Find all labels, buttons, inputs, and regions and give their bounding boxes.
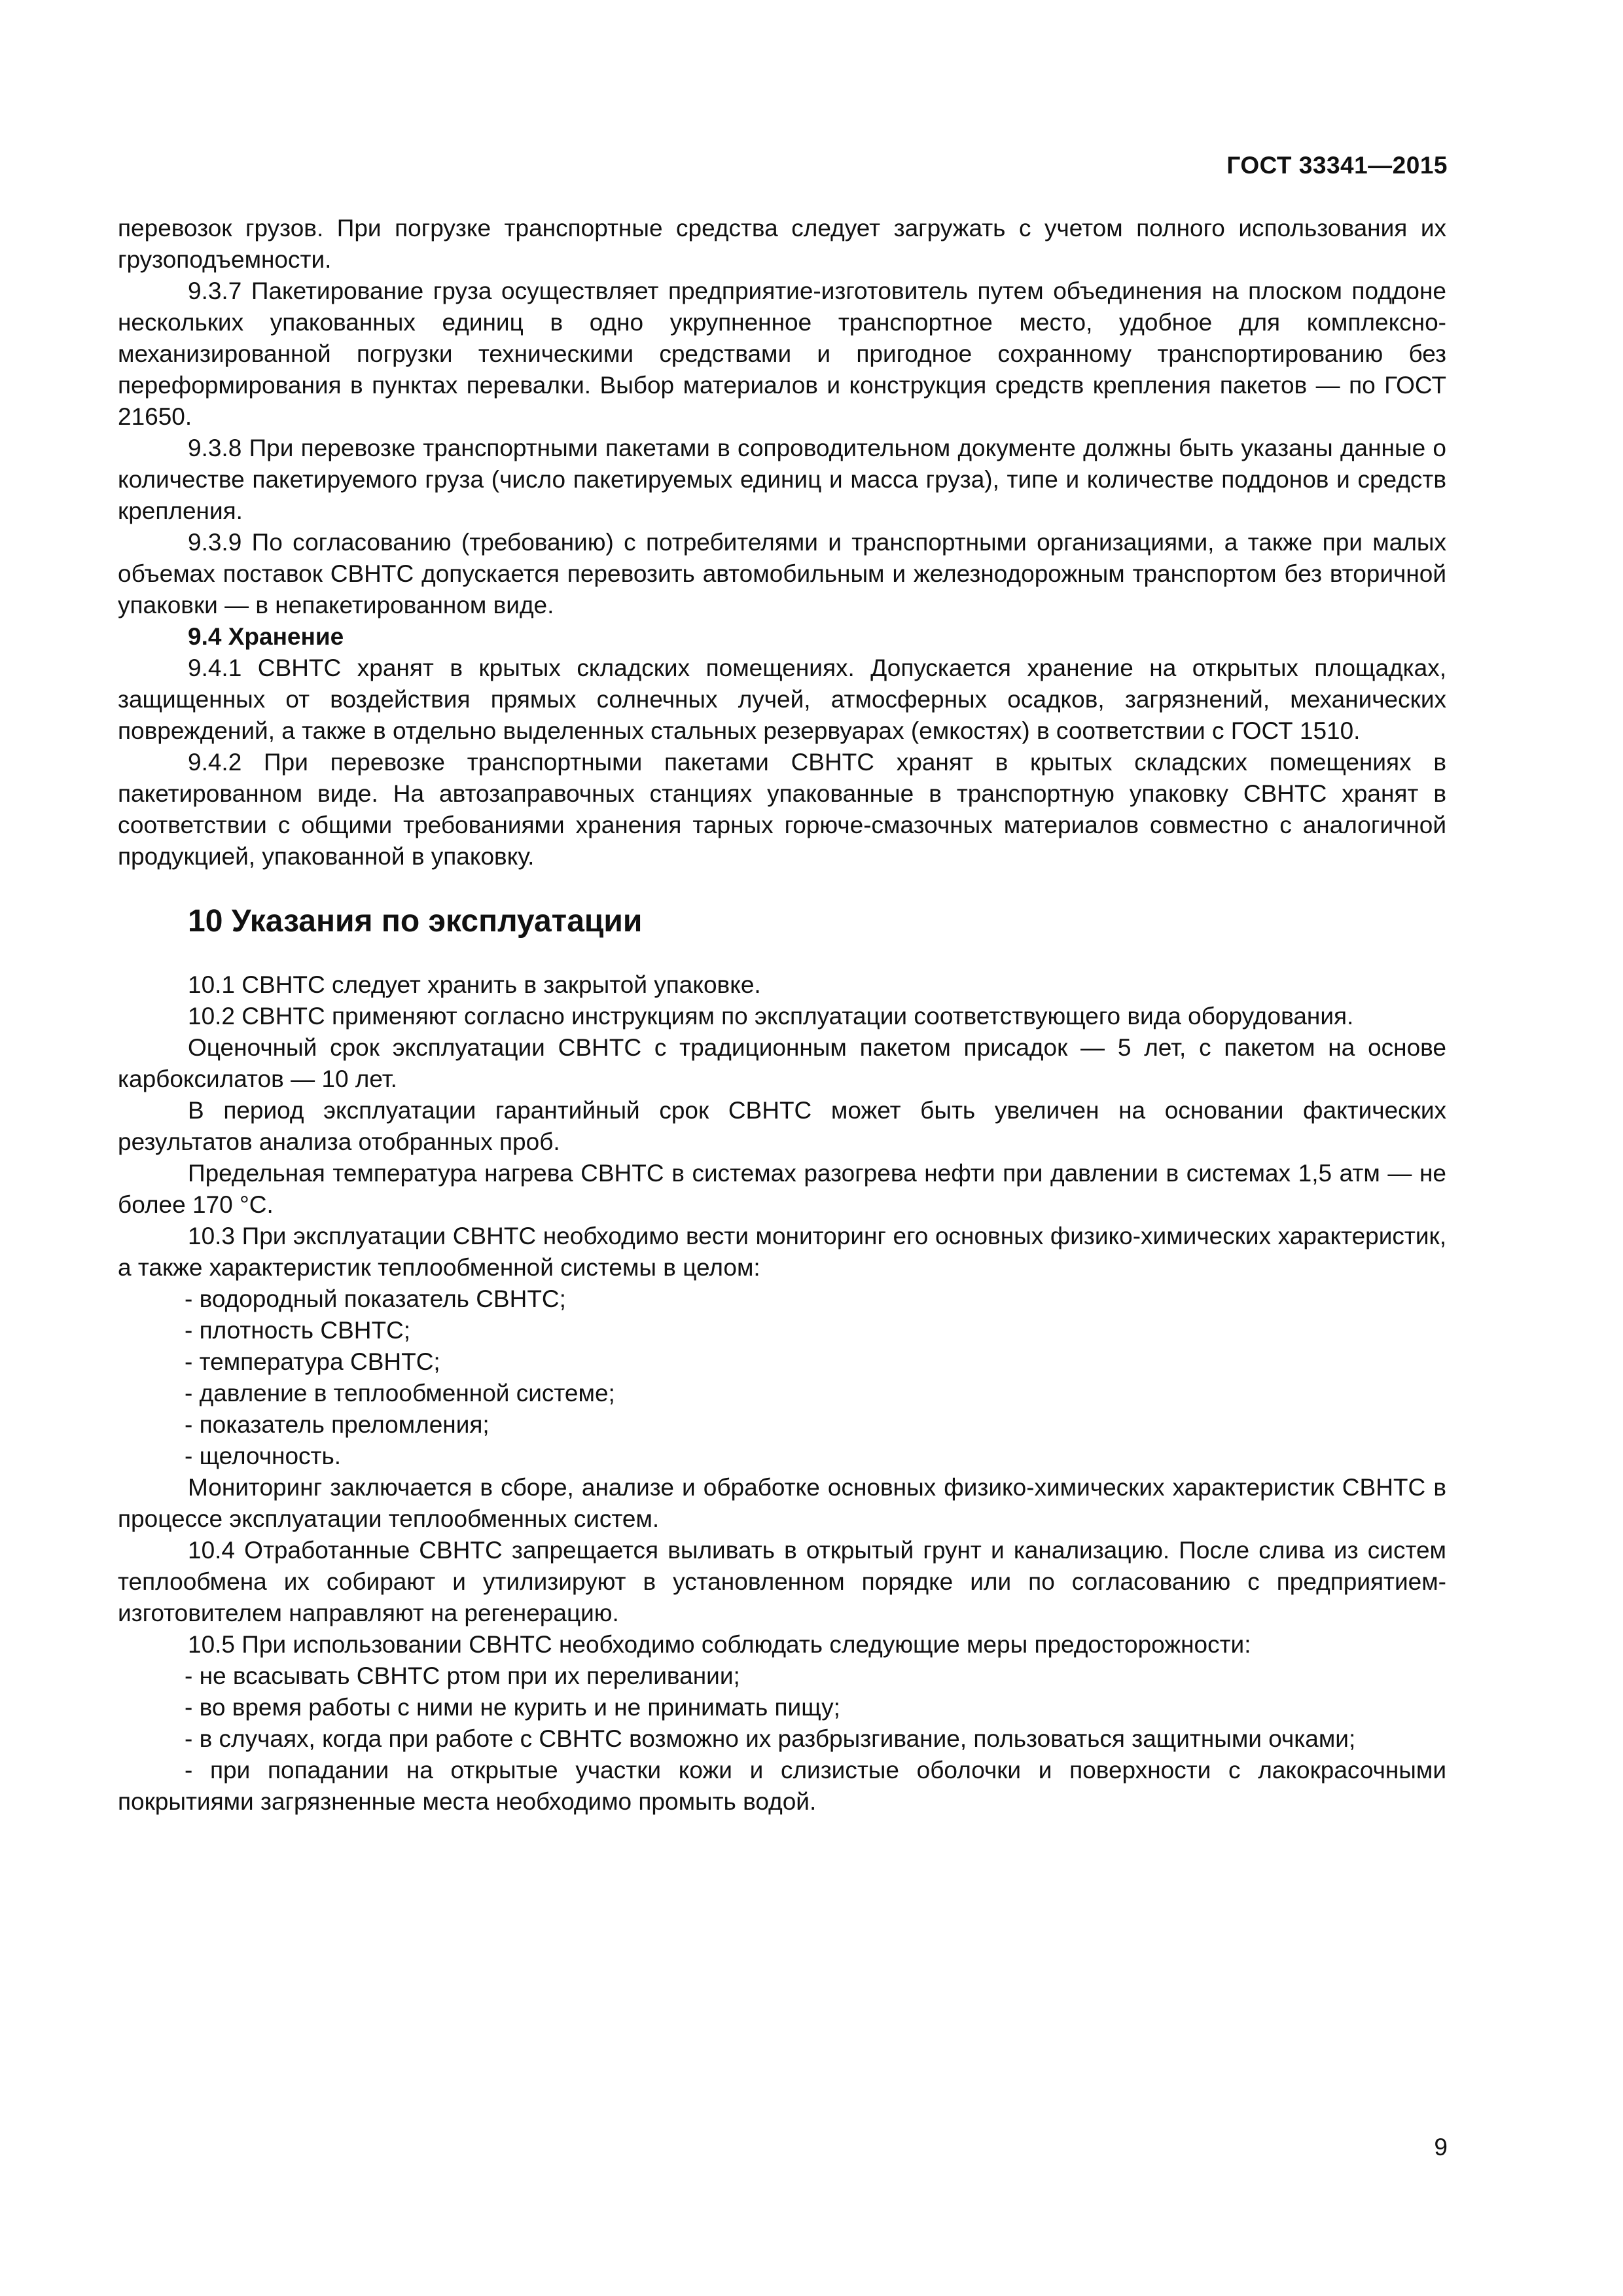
paragraph-10-3: 10.3 При эксплуатации СВНТС необходимо вести мониторинг его основных физико-химических характеристик, а также характеристик теплообменной системы в целом: bbox=[118, 1223, 1446, 1281]
list-item: - во время работы с ними не курить и не принимать пищу; bbox=[185, 1694, 840, 1721]
paragraph-10-4: 10.4 Отработанные СВНТС запрещается выливать в открытый грунт и канализацию. После слива из систем теплообмена их собирают и утилизируют в установленном порядке или по согласованию с предприятием-изготовителем направляют на регенерацию. bbox=[118, 1537, 1446, 1626]
list-item: - показатель преломления; bbox=[185, 1411, 490, 1438]
paragraph-9-3-7: 9.3.7 Пакетирование груза осуществляет предприятие-изготовитель путем объединения на плоском поддоне нескольких упакованных единиц в одно укрупненное транспортное место, удобное для комплексно-механизированной погрузки техническими средствами и пригодное сохранному транспортированию без переформирования в пунктах перевалки. Выбор материалов и конструкция средств крепления пакетов — по ГОСТ 21650. bbox=[118, 278, 1446, 430]
paragraph-continuation: перевозок грузов. При погрузке транспортные средства следует загружать с учетом полного использования их грузоподъемности. bbox=[118, 215, 1446, 273]
list-item: - щелочность. bbox=[185, 1443, 342, 1469]
paragraph-9-3-8: 9.3.8 При перевозке транспортными пакетами в сопроводительном документе должны быть указаны данные о количестве пакетируемого груза (число пакетируемых единиц и масса груза), типе и количестве поддонов и средств крепления. bbox=[118, 435, 1446, 524]
page-number: 9 bbox=[1434, 2134, 1448, 2161]
paragraph-10-1: 10.1 СВНТС следует хранить в закрытой упаковке. bbox=[188, 971, 761, 998]
paragraph-9-4-2: 9.4.2 При перевозке транспортными пакетами СВНТС хранят в крытых складских помещениях в пакетированном виде. На автозаправочных станциях упакованные в транспортную упаковку СВНТС хранят в соответствии с общими требованиями хранения тарных горюче-смазочных материалов совместно с аналогичной продукцией, упакованной в упаковку. bbox=[118, 749, 1446, 870]
paragraph-monitoring: Мониторинг заключается в сборе, анализе и обработке основных физико-химических характеристик СВНТС в процессе эксплуатации теплообменных систем. bbox=[118, 1474, 1446, 1532]
list-item: - плотность СВНТС; bbox=[185, 1317, 411, 1344]
paragraph-10-2: 10.2 СВНТС применяют согласно инструкциям по эксплуатации соответствующего вида оборудования. bbox=[188, 1003, 1354, 1030]
paragraph-9-3-9: 9.3.9 По согласованию (требованию) с потребителями и транспортными организациями, а также при малых объемах поставок СВНТС допускается перевозить автомобильным и железнодорожным транспортом без вторичной упаковки — в непакетированном виде. bbox=[118, 529, 1446, 619]
list-item: - давление в теплообменной системе; bbox=[185, 1380, 615, 1407]
paragraph-9-4-1: 9.4.1 СВНТС хранят в крытых складских помещениях. Допускается хранение на открытых площадках, защищенных от воздействия прямых солнечных лучей, атмосферных осадков, загрязнений, механических повреждений, а также в отдельно выделенных стальных резервуарах (емкостях) в соответствии с ГОСТ 1510. bbox=[118, 655, 1446, 744]
list-item: - при попадании на открытые участки кожи и слизистые оболочки и поверхности с лакокрасочными покрытиями загрязненные места необходимо промыть водой. bbox=[118, 1757, 1446, 1815]
list-item: - водородный показатель СВНТС; bbox=[185, 1285, 566, 1312]
subsection-heading-9-4: 9.4 Хранение bbox=[188, 623, 344, 650]
list-item: - в случаях, когда при работе с СВНТС возможно их разбрызгивание, пользоваться защитными очками; bbox=[185, 1725, 1356, 1752]
paragraph-service-life: Оценочный срок эксплуатации СВНТС с традиционным пакетом присадок — 5 лет, с пакетом на основе карбоксилатов — 10 лет. bbox=[118, 1034, 1446, 1092]
document-code: ГОСТ 33341—2015 bbox=[1226, 152, 1448, 179]
paragraph-10-5: 10.5 При использовании СВНТС необходимо соблюдать следующие меры предосторожности: bbox=[188, 1631, 1251, 1658]
list-item: - температура СВНТС; bbox=[185, 1348, 440, 1375]
paragraph-max-temperature: Предельная температура нагрева СВНТС в системах разогрева нефти при давлении в системах 1,5 атм — не более 170 °С. bbox=[118, 1160, 1446, 1218]
list-item: - не всасывать СВНТС ртом при их переливании; bbox=[185, 1662, 740, 1689]
page-content bbox=[118, 213, 1446, 1818]
section-heading-10: 10 Указания по эксплуатации bbox=[188, 904, 643, 939]
paragraph-warranty: В период эксплуатации гарантийный срок СВНТС может быть увеличен на основании фактических результатов анализа отобранных проб. bbox=[118, 1097, 1446, 1155]
